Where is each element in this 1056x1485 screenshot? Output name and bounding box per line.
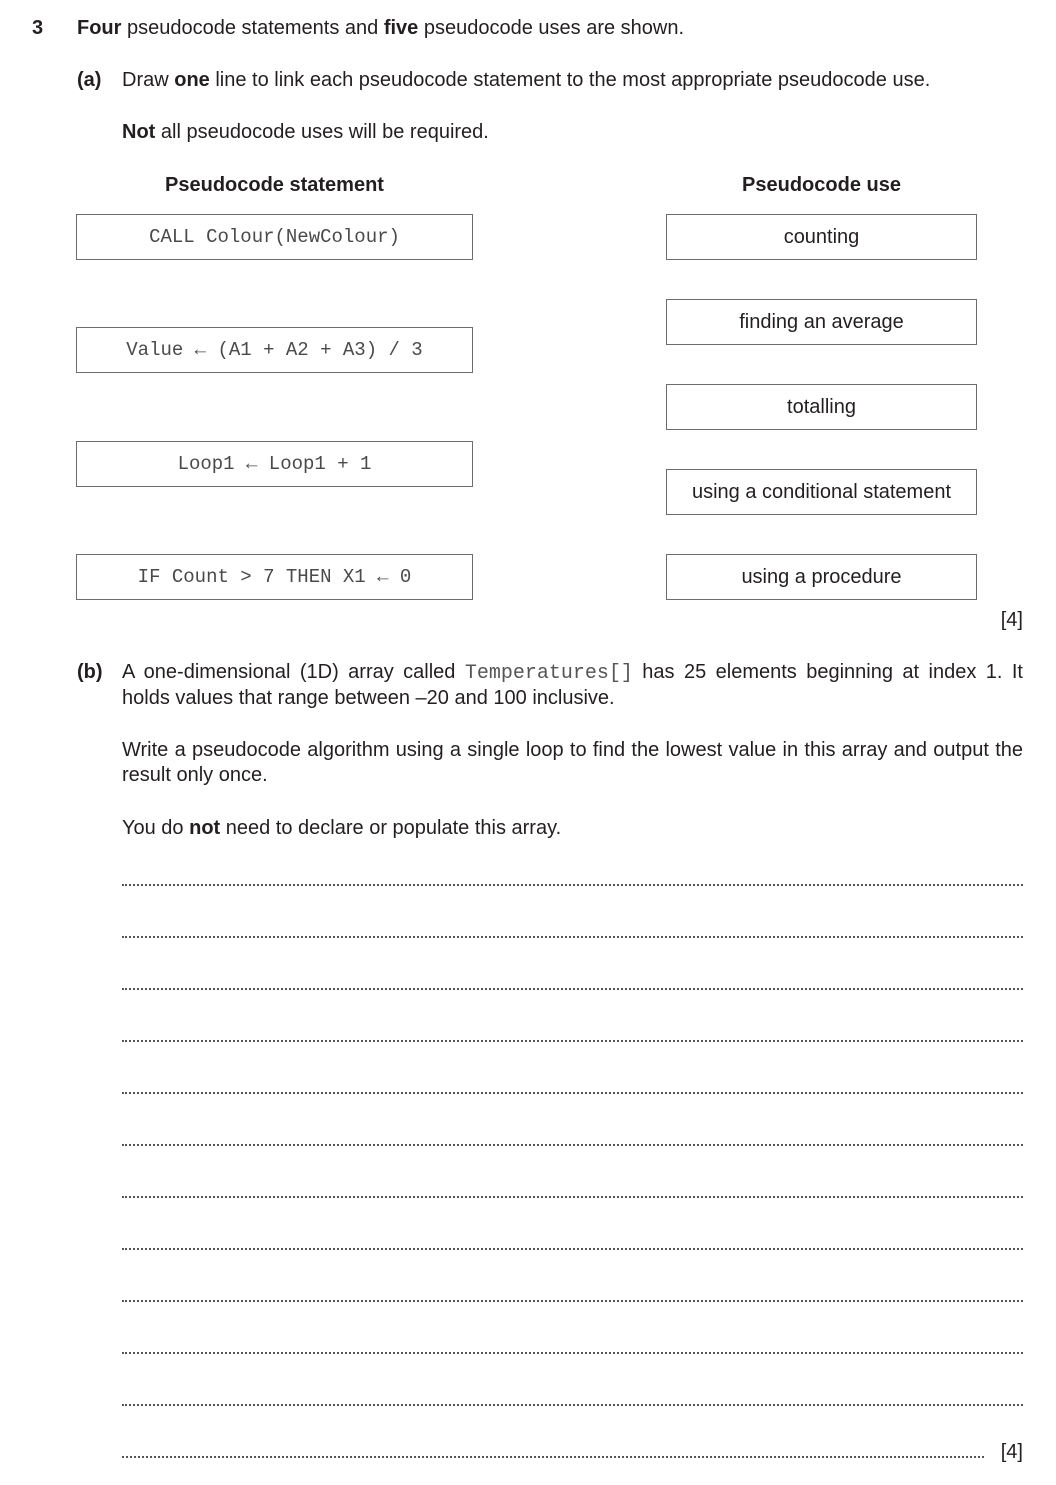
part-b-para-array xyxy=(122,660,1023,711)
statement-box-loop-increment[interactable] xyxy=(76,441,473,487)
answer-line[interactable] xyxy=(122,988,1023,990)
answer-line[interactable] xyxy=(122,1196,1023,1198)
use-box-counting[interactable] xyxy=(666,214,977,260)
para1-text-2: has 25 elements beginning at index 1. It holds values that range between –20 and 100 inclusive. xyxy=(122,661,1023,709)
use-box-conditional-statement[interactable] xyxy=(666,469,977,515)
answer-line[interactable] xyxy=(122,1248,1023,1250)
part-a-label: (a) xyxy=(77,69,102,91)
statement-text: IF Count > 7 THEN X1 ← 0 xyxy=(137,566,412,588)
array-name-code: Temperatures[] xyxy=(464,662,633,685)
answer-line[interactable] xyxy=(122,1092,1023,1094)
use-column-heading: Pseudocode use xyxy=(742,174,901,196)
statement-box-call-colour[interactable] xyxy=(76,214,473,260)
use-box-totalling[interactable] xyxy=(666,384,977,430)
para3-text-2: need to declare or populate this array. xyxy=(220,817,562,839)
part-b-para-note xyxy=(122,816,1023,841)
part-a-instruction xyxy=(122,68,930,92)
use-text: counting xyxy=(783,225,860,248)
part-b-para-task: Write a pseudocode algorithm using a single loop to find the lowest value in this array and output the result only once. xyxy=(122,739,1023,786)
instruction-emphasis-one: one xyxy=(174,69,210,91)
statement-text: Loop1 ← Loop1 + 1 xyxy=(177,453,372,475)
use-text: using a conditional statement xyxy=(691,480,952,503)
answer-line[interactable] xyxy=(122,1404,1023,1406)
answer-line[interactable] xyxy=(122,884,1023,886)
note-emphasis-not: Not xyxy=(122,121,156,143)
intro-emphasis-four: Four xyxy=(77,17,122,39)
use-text: totalling xyxy=(787,395,856,418)
part-b-label: (b) xyxy=(77,661,103,683)
use-box-finding-average[interactable] xyxy=(666,299,977,345)
answer-line[interactable] xyxy=(122,936,1023,938)
answer-line[interactable] xyxy=(122,1144,1023,1146)
instruction-text-1: Draw xyxy=(122,69,175,91)
instruction-text-2: line to link each pseudocode statement to the most appropriate pseudocode use. xyxy=(209,69,931,91)
para3-text-1: You do xyxy=(122,817,190,839)
statement-box-if-count[interactable] xyxy=(76,554,473,600)
use-text: using a procedure xyxy=(741,565,902,588)
intro-text-2: pseudocode uses are shown. xyxy=(418,17,685,39)
answer-line-last[interactable] xyxy=(122,1456,984,1458)
use-text: finding an average xyxy=(739,310,904,333)
para3-emphasis-not: not xyxy=(189,817,221,839)
statement-box-value-average[interactable] xyxy=(76,327,473,373)
statement-column-heading: Pseudocode statement xyxy=(165,174,384,196)
intro-emphasis-five: five xyxy=(383,17,419,39)
answer-line[interactable] xyxy=(122,1300,1023,1302)
question-number: 3 xyxy=(32,17,44,39)
answer-line[interactable] xyxy=(122,1040,1023,1042)
note-text: all pseudocode uses will be required. xyxy=(155,121,489,143)
para1-text-1: A one-dimensional (1D) array called xyxy=(122,661,465,683)
intro-text-1: pseudocode statements and xyxy=(121,17,384,39)
use-box-procedure[interactable] xyxy=(666,554,977,600)
statement-text: CALL Colour(NewColour) xyxy=(149,226,400,248)
statement-text: Value ← (A1 + A2 + A3) / 3 xyxy=(126,339,423,361)
part-b-marks: [4] xyxy=(1000,1441,1023,1463)
part-a-marks: [4] xyxy=(1000,609,1023,631)
part-a-note xyxy=(122,120,489,144)
question-intro xyxy=(77,16,684,40)
answer-line[interactable] xyxy=(122,1352,1023,1354)
